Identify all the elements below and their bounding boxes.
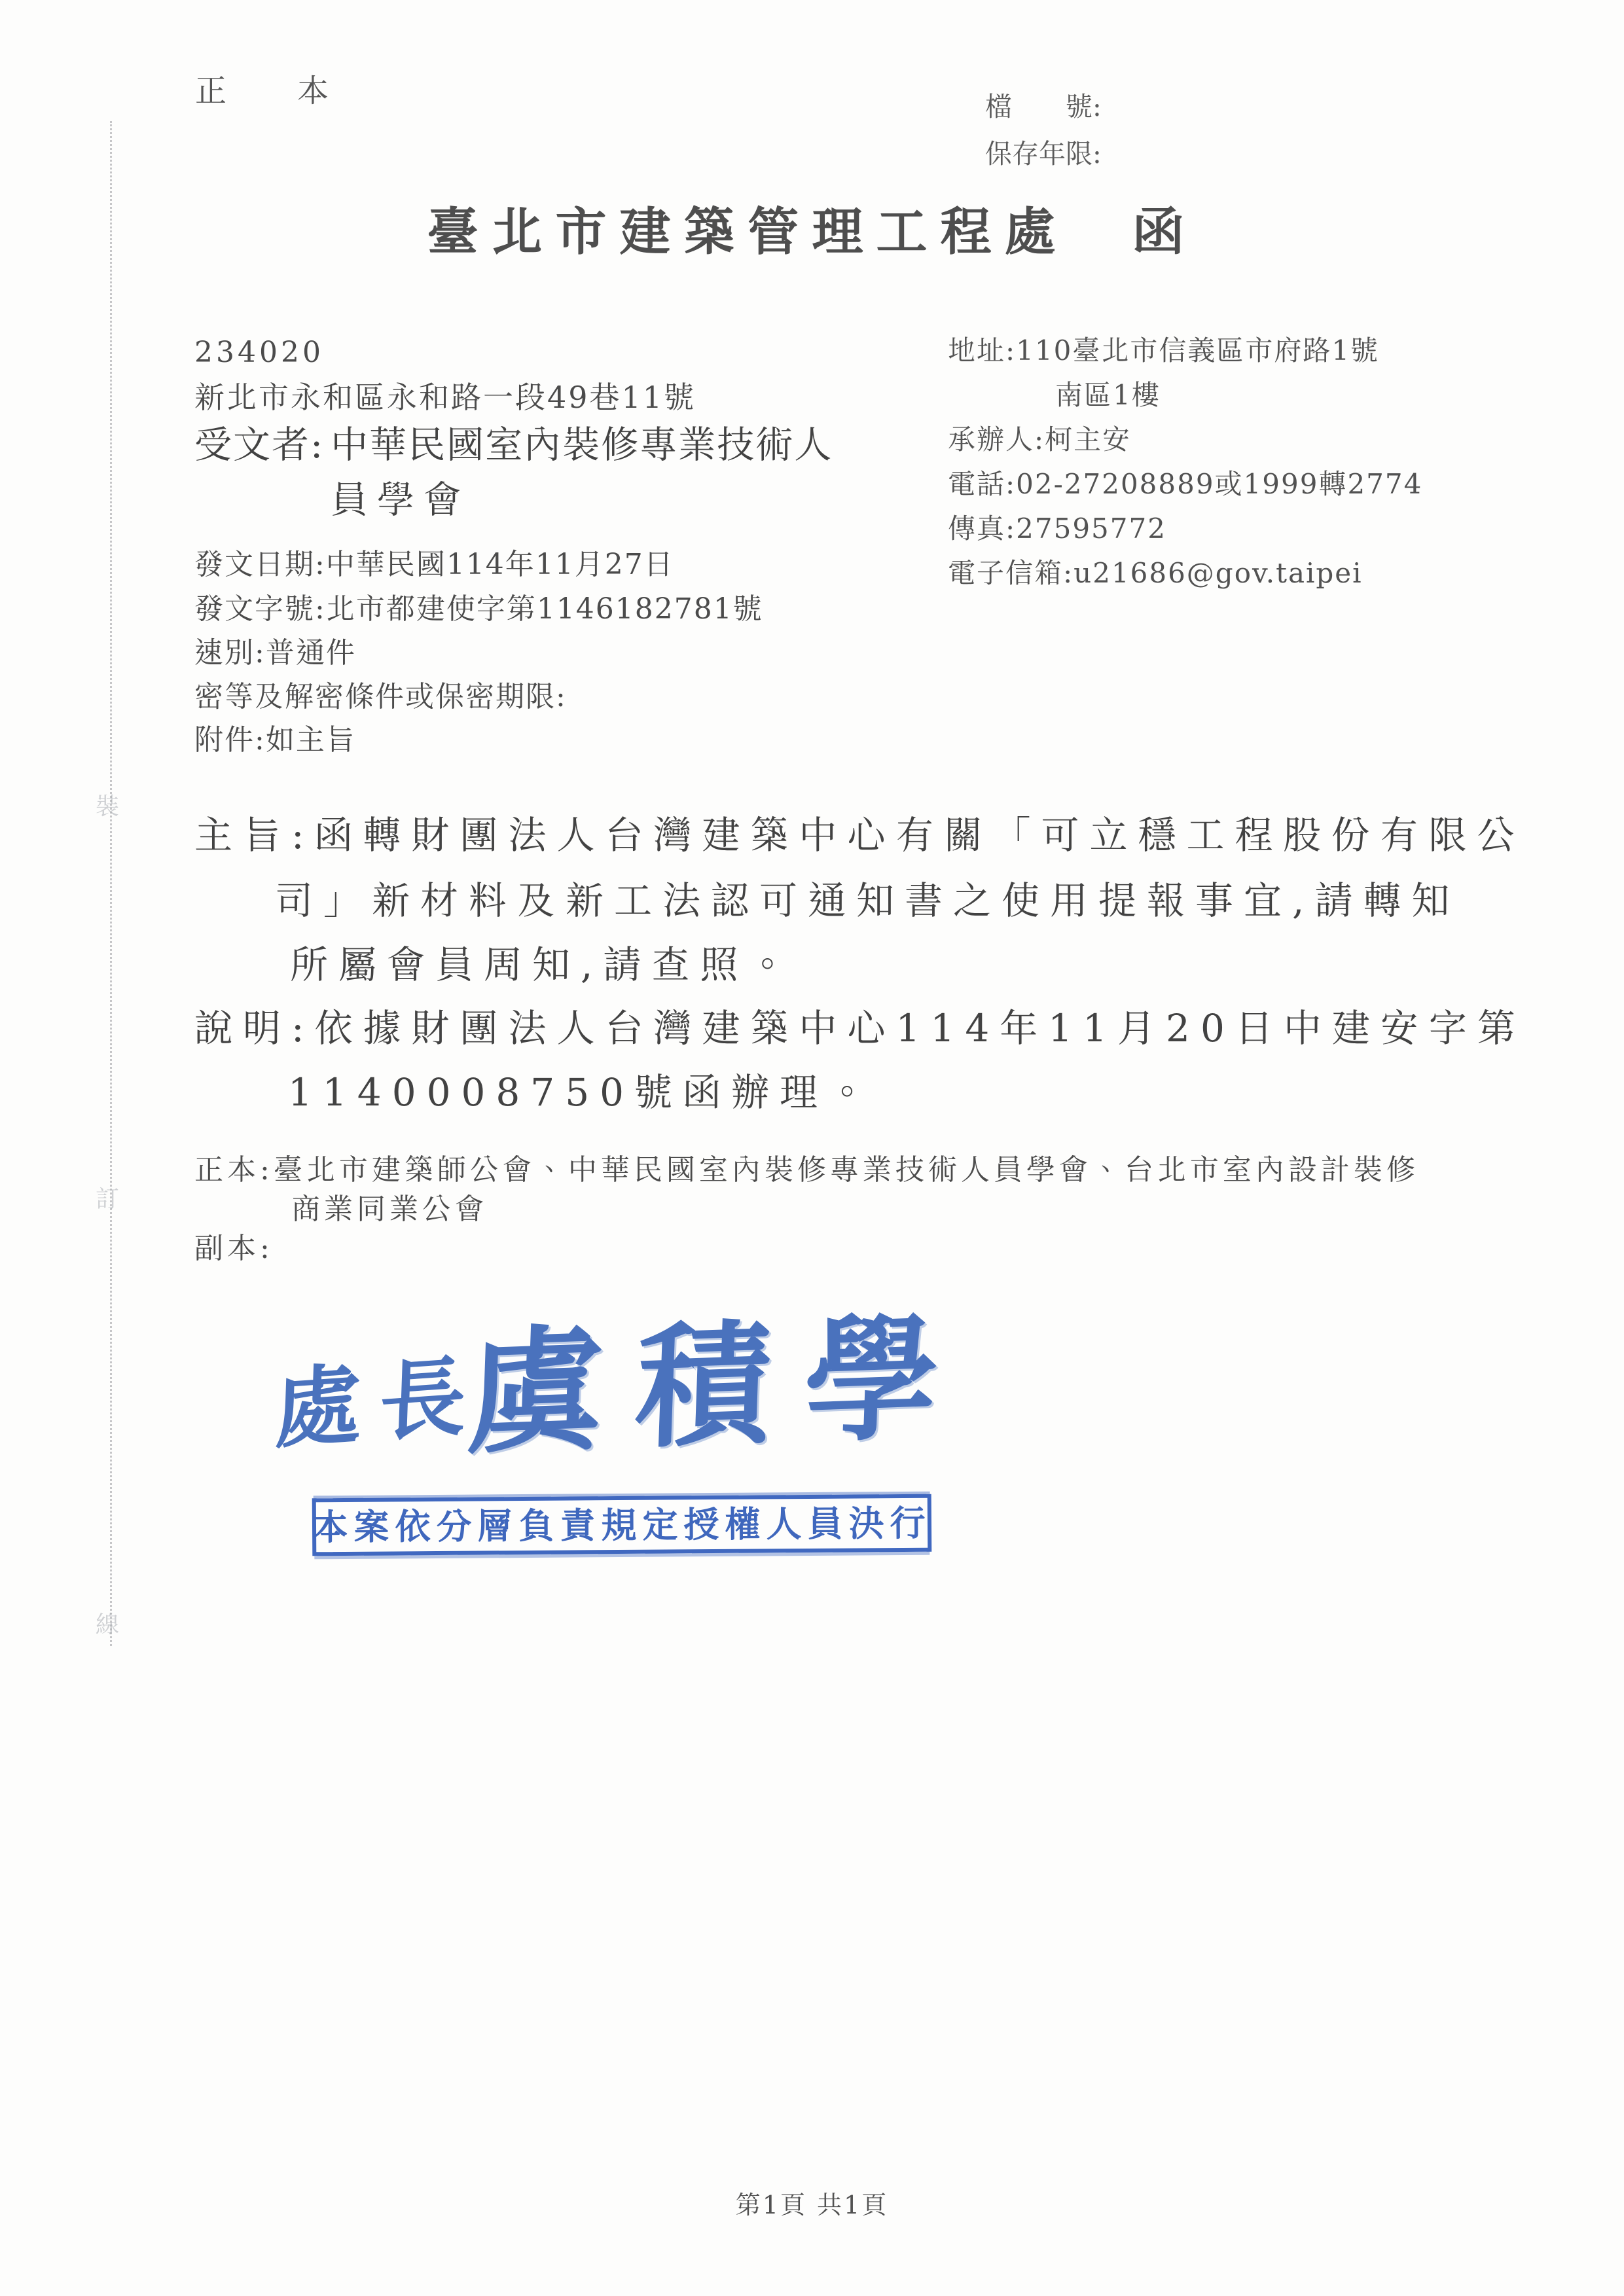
agency-phone: 電話:02-27208889或1999轉2774 [948, 468, 1423, 500]
issue-date-line: 發文日期:中華民國114年11月27日 [194, 548, 674, 581]
explanation-label: 說明: [194, 1006, 315, 1050]
agency-officer: 承辦人:柯主安 [948, 423, 1132, 456]
binding-mark-ding: 訂 [96, 1186, 120, 1213]
recipient-line [194, 424, 833, 467]
doc-number-line: 發文字號:北市都建使字第1146182781號 [194, 592, 763, 626]
original-recipients-line-1 [194, 1154, 1419, 1187]
attachment-line: 附件:如主旨 [194, 723, 356, 757]
director-title-signature: 處長 [273, 1344, 486, 1462]
agency-fax: 傳真:27595772 [948, 512, 1166, 545]
recipient-name-line1: 中華民國室內裝修專業技術人 [331, 423, 833, 467]
explanation-line-1 [194, 1007, 1526, 1050]
subject-line-2: 司」新材料及新工法認可通知書之使用提報事宜,請轉知 [275, 878, 1460, 923]
delegation-stamp [312, 1494, 932, 1556]
original-recipients-line-2: 商業同業公會 [291, 1193, 488, 1226]
recipient-postal-code: 234020 [194, 336, 324, 369]
subject-line-3: 所屬會員周知,請查照。 [290, 942, 797, 987]
binding-mark-xian: 線 [96, 1611, 120, 1638]
agency-email: 電子信箱:u21686@gov.taipei [948, 557, 1363, 589]
explanation-text-1: 依據財團法人台灣建築中心114年11月20日中建安字第 [314, 1006, 1526, 1050]
original-label: 正本: [194, 1153, 274, 1187]
page-title: 臺北市建築管理工程處 函 [427, 202, 1197, 262]
recipient-street-address: 新北市永和區永和路一段49巷11號 [194, 380, 696, 415]
delegation-stamp-text: 本案依分層負責規定授權人員決行 [312, 1501, 931, 1549]
agency-address-line1: 地址:110臺北市信義區市府路1號 [948, 334, 1380, 367]
security-line: 密等及解密條件或保密期限: [194, 680, 567, 713]
recipient-name-line2: 員學會 [331, 478, 470, 522]
copy-type-label: 正 本 [195, 73, 349, 109]
subject-label: 主旨: [194, 813, 315, 857]
agency-address-line2: 南區1樓 [1055, 379, 1161, 411]
retention-period-label: 保存年限: [985, 138, 1102, 170]
copy-recipients-line: 副本: [194, 1232, 274, 1265]
original-recipients-text: 臺北市建築師公會、中華民國室內裝修專業技術人員學會、台北市室內設計裝修 [273, 1153, 1419, 1187]
binding-dotted-line [110, 121, 112, 1646]
subject-text-1: 函轉財團法人台灣建築中心有關「可立穩工程股份有限公 [314, 813, 1526, 857]
page-number-footer: 第1頁 共1頁 [735, 2191, 889, 2219]
director-name-signature: 虞積學 [465, 1298, 975, 1473]
file-number-label: 檔 號: [985, 91, 1102, 122]
explanation-line-2: 1140008750號函辦理。 [288, 1070, 877, 1115]
priority-line: 速別:普通件 [194, 636, 356, 670]
recipient-label: 受文者: [194, 423, 325, 467]
binding-mark-zhuang: 裝 [96, 793, 120, 820]
subject-line-1 [194, 814, 1526, 857]
